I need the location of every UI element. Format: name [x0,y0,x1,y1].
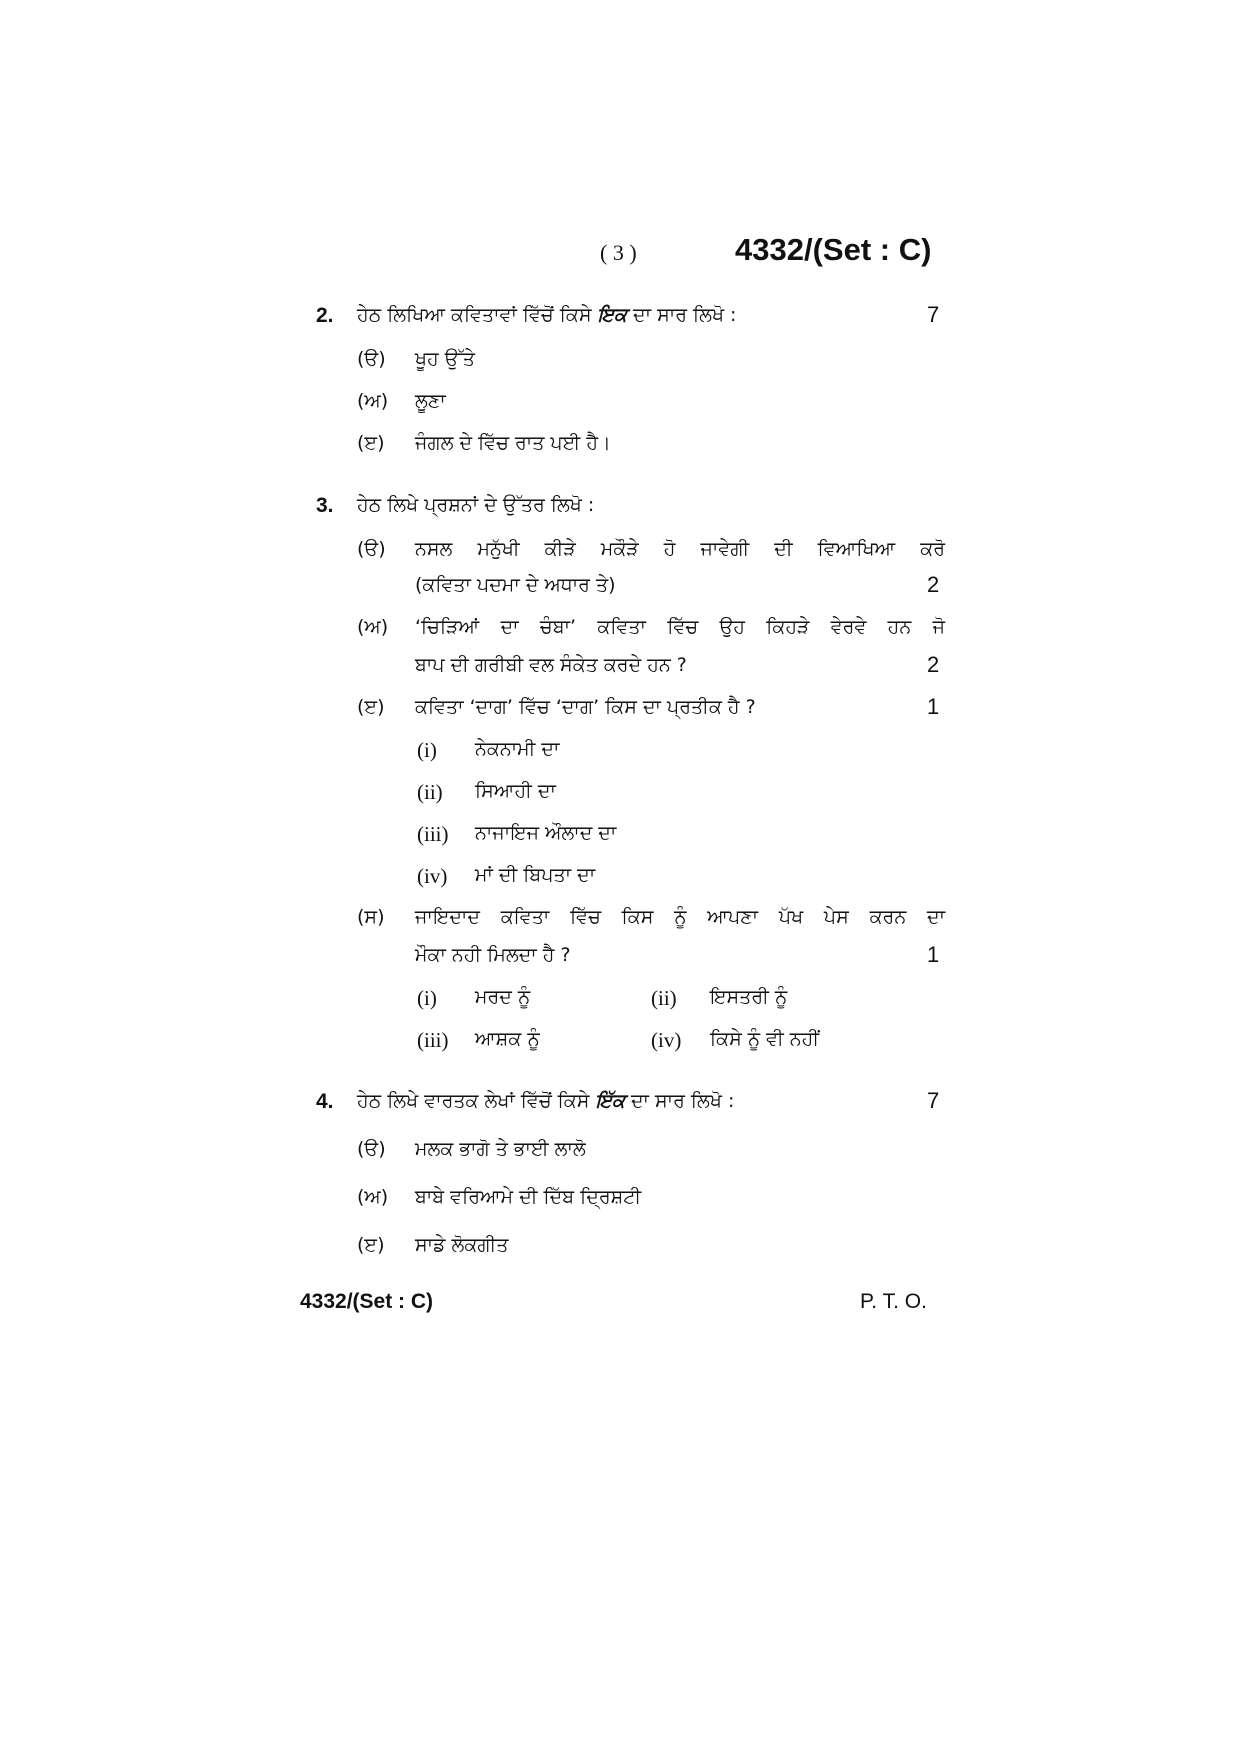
option-label: (ੲ) [357,432,385,454]
choice-number: (i) [417,738,437,762]
choice-text: ਆਸ਼ਕ ਨੂੰ [475,1028,540,1050]
sub-question-label: (ਸ) [357,906,385,928]
option-text: ਜੰਗਲ ਦੇ ਵਿੱਚ ਰਾਤ ਪਈ ਹੈ। [415,432,611,454]
choice-text: ਮਾਂ ਦੀ ਬਿਪਤਾ ਦਾ [475,864,596,886]
marks: 1 [927,942,940,967]
choice-number: (iii) [417,1028,449,1052]
sub-question-text-cont: ਮੌਕਾ ਨਹੀ ਮਿਲਦਾ ਹੈ ? [415,944,571,966]
sub-question-text-cont: ਬਾਪ ਦੀ ਗਰੀਬੀ ਵਲ ਸੰਕੇਤ ਕਰਦੇ ਹਨ ? [415,654,687,676]
sub-question-text: ਜਾਇਦਾਦ ਕਵਿਤਾ ਵਿੱਚ ਕਿਸ ਨੂੰ ਆਪਣਾ ਪੱਖ ਪੇਸ ਕਰਨ ਦਾ [415,906,945,928]
choice-text: ਸਿਆਹੀ ਦਾ [475,780,556,802]
choice-number: (ii) [417,780,443,804]
choice-text: ਨੇਕਨਾਮੀ ਦਾ [475,738,560,760]
option-text: ਮਲਕ ਭਾਗੋ ਤੇ ਭਾਈ ਲਾਲੋ [415,1138,586,1160]
sub-question-text: ‘ਚਿੜਿਆਂ ਦਾ ਚੰਬਾ’ ਕਵਿਤਾ ਵਿੱਚ ਉਹ ਕਿਹੜੇ ਵੇਰਵੇ ਹਨ ਜੋ [415,616,945,638]
please-turn-over: P. T. O. [860,1290,927,1313]
sub-question-text: ਨਸਲ ਮਨੁੱਖੀ ਕੀੜੇ ਮਕੌੜੇ ਹੋ ਜਾਵੇਗੀ ਦੀ ਵਿਆਖਿਆ ਕਰੋ [415,538,945,560]
question-number: 2. [316,304,334,327]
marks: 2 [927,652,940,677]
option-label: (ਅ) [357,1186,389,1208]
sub-question-label: (ੲ) [357,696,385,718]
marks: 7 [927,1088,940,1113]
sub-question-text-cont: (ਕਵਿਤਾ ਪਦਮਾ ਦੇ ਅਧਾਰ ਤੇ) [415,574,616,596]
choice-number: (iii) [417,822,449,846]
marks: 1 [927,694,940,719]
option-label: (ੳ) [357,348,386,370]
option-label: (ੳ) [357,1138,386,1160]
option-label: (ੲ) [357,1234,385,1256]
choice-number: (ii) [651,986,677,1010]
option-label: (ਅ) [357,390,389,412]
option-text: ਸਾਡੇ ਲੋਕਗੀਤ [415,1234,509,1256]
choice-text: ਮਰਦ ਨੂੰ [475,986,531,1008]
paper-code-footer: 4332/(Set : C) [300,1290,434,1313]
choice-number: (iv) [417,864,448,888]
marks: 7 [927,302,940,327]
sub-question-label: (ੳ) [357,538,386,560]
choice-text: ਕਿਸੇ ਨੂੰ ਵੀ ਨਹੀਂ [710,1028,820,1050]
question-number: 3. [316,494,334,517]
option-text: ਖੂਹ ਉੱਤੇ [415,348,475,370]
emphasis-word: ਇਕ [597,304,628,326]
marks: 2 [927,572,940,597]
choice-number: (i) [417,986,437,1010]
emphasis-word: ਇੱਕ [595,1090,625,1112]
question-number: 4. [316,1090,334,1113]
sub-question-text: ਕਵਿਤਾ ‘ਦਾਗ’ ਵਿੱਚ ‘ਦਾਗ’ ਕਿਸ ਦਾ ਪ੍ਰਤੀਕ ਹੈ ? [415,696,756,718]
choice-text: ਇਸਤਰੀ ਨੂੰ [710,986,788,1008]
paper-code-header: 4332/(Set : C) [735,232,932,267]
question-text: ਹੇਠ ਲਿਖੇ ਵਾਰਤਕ ਲੇਖਾਂ ਵਿੱਚੋਂ ਕਿਸੇ ਇੱਕ ਦਾ ਸਾਰ ਲਿਖੋ : [357,1090,735,1112]
choice-number: (iv) [651,1028,682,1052]
option-text: ਬਾਬੇ ਵਰਿਆਮੇ ਦੀ ਦਿੱਬ ਦ੍ਰਿਸ਼ਟੀ [415,1186,642,1208]
question-text: ਹੇਠ ਲਿਖੇ ਪ੍ਰਸ਼ਨਾਂ ਦੇ ਉੱਤਰ ਲਿਖੋ : [357,494,595,516]
sub-question-label: (ਅ) [357,616,389,638]
choice-text: ਨਾਜਾਇਜ ਔਲਾਦ ਦਾ [475,822,617,844]
option-text: ਲੂਣਾ [415,390,446,412]
question-text: ਹੇਠ ਲਿਖਿਆ ਕਵਿਤਾਵਾਂ ਵਿੱਚੋਂ ਕਿਸੇ ਇਕ ਦਾ ਸਾਰ ਲਿਖੋ : [357,304,737,326]
page-number: ( 3 ) [600,240,637,265]
